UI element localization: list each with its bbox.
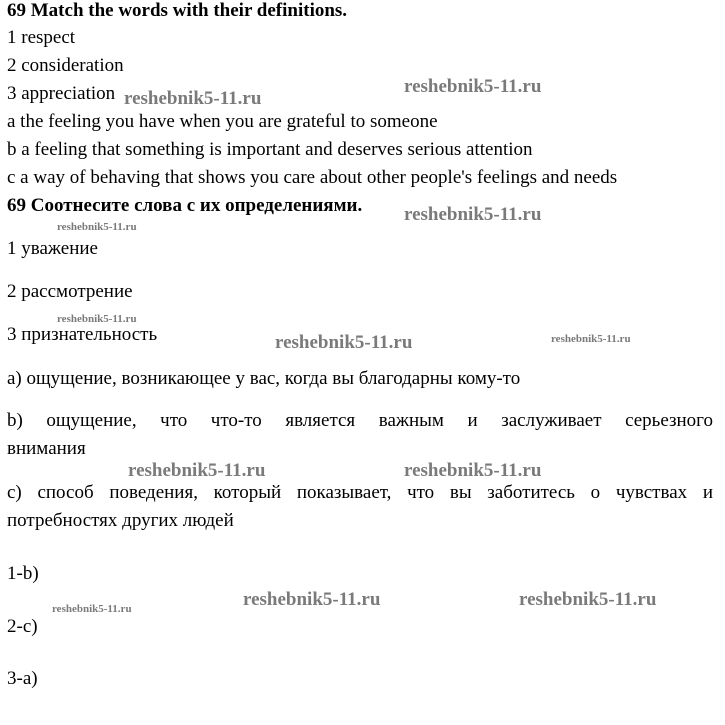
definition-c-ru-line1: с) способ поведения, который показывает, что вы заботитесь о чувствах и: [7, 482, 713, 503]
definition-b-en: b a feeling that something is important and deserves serious attention: [7, 139, 533, 160]
watermark-text: reshebnik5-11.ru: [52, 603, 132, 615]
watermark-text: reshebnik5-11.ru: [551, 333, 631, 345]
word-2-ru: 2 рассмотрение: [7, 281, 133, 302]
word-1-en: 1 respect: [7, 27, 76, 48]
exercise-title-ru: 69 Соотнесите слова с их определениями.: [7, 195, 363, 216]
definition-b-ru-line2: внимания: [7, 438, 86, 459]
definition-b-ru-line1: b) ощущение, что что-то является важным и заслуживает серьезного: [7, 410, 713, 431]
word-2-en: 2 consideration: [7, 55, 124, 76]
word-1-ru: 1 уважение: [7, 238, 98, 259]
answer-3: 3-a): [7, 668, 38, 689]
word-3-ru: 3 признательность: [7, 324, 158, 345]
word-3-en: 3 appreciation: [7, 83, 116, 104]
definition-c-ru-line2: потребностях других людей: [7, 510, 234, 531]
exercise-title-en: 69 Match the words with their definitions.: [7, 0, 348, 21]
watermark-text: reshebnik5-11.ru: [243, 589, 381, 610]
answer-1: 1-b): [7, 563, 39, 584]
definition-a-en: a the feeling you have when you are grateful to someone: [7, 111, 438, 132]
watermark-text: reshebnik5-11.ru: [57, 221, 137, 233]
watermark-text: reshebnik5-11.ru: [519, 589, 657, 610]
watermark-text: reshebnik5-11.ru: [124, 88, 262, 109]
watermark-text: reshebnik5-11.ru: [57, 313, 137, 325]
watermark-text: reshebnik5-11.ru: [404, 204, 542, 225]
watermark-text: reshebnik5-11.ru: [404, 76, 542, 97]
watermark-text: reshebnik5-11.ru: [275, 332, 413, 353]
definition-c-en: c a way of behaving that shows you care about other people's feelings and needs: [7, 167, 618, 188]
watermark-text: reshebnik5-11.ru: [404, 460, 542, 481]
answer-2: 2-c): [7, 616, 38, 637]
definition-a-ru: а) ощущение, возникающее у вас, когда вы благодарны кому-то: [7, 368, 521, 389]
watermark-text: reshebnik5-11.ru: [128, 460, 266, 481]
